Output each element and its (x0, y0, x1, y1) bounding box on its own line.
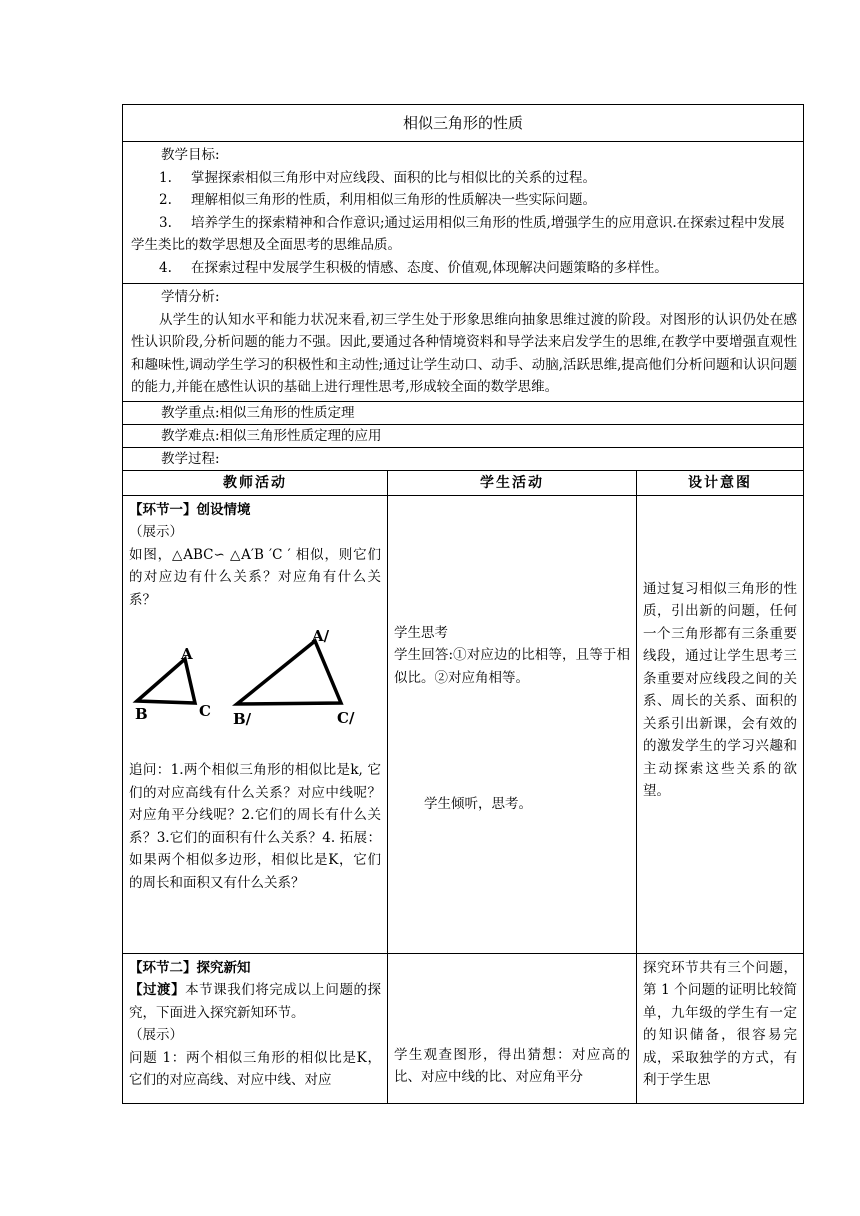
triangle-abc (137, 659, 195, 703)
section1-teacher (123, 495, 388, 953)
analysis-cell (123, 284, 804, 402)
goals-cell (123, 142, 804, 284)
analysis-heading: 学情分析: (161, 289, 220, 305)
goal-item: 4. 在探索过程中发展学生积极的情感、态度、价值观,体现解决问题策略的多样性。 (159, 259, 668, 276)
lesson-table (122, 104, 804, 1104)
section2-show: （展示） (129, 1027, 183, 1043)
label-b: B (135, 705, 148, 723)
column-header-teacher: 教师活动 (123, 470, 388, 495)
intent-text: 通过复习相似三角形的性质，引出新的问题，任何一个三角形都有三条重要线段，通过让学生思考三条重要对应线段之间的关系、周长的关系、面积的关系引出新课，会有效的的激发学生的学习兴趣和主动探索这些关系的欲望。 (643, 580, 798, 799)
column-header-intent: 设计意图 (637, 470, 804, 495)
goal-item: 2. 理解相似三角形的性质，利用相似三角形的性质解决一些实际问题。 (159, 192, 596, 208)
label-a-prime: A/ (312, 627, 330, 645)
difficulty: 教学难点:相似三角形性质定理的应用 (123, 424, 804, 447)
section2-student-text: 学生观查图形，得出猜想：对应高的比、对应中线的比、对应角平分 (394, 1046, 630, 1085)
goal-item: 3. 培养学生的探索精神和合作意识;通过运用相似三角形的性质,增强学生的应用意识.在探索过程中发展学生类比的数学思想及全面思考的思维品质。 (131, 214, 785, 253)
student-think: 学生思考 (394, 624, 448, 641)
section1-intent (637, 495, 804, 953)
section2-intent-text: 探究环节共有三个问题，第 1 个问题的证明比较简单，九年级的学生有一定的知识储备，很容易完成，采取独学的方式，有利于学生思 (643, 959, 798, 1088)
student-listen: 学生倾听，思考。 (424, 796, 532, 812)
section2-question: 问题 1：两个相似三角形的相似比是K，它们的对应高线、对应中线、对应 (129, 1049, 381, 1088)
column-header-student: 学生活动 (388, 470, 637, 495)
process-heading: 教学过程: (123, 447, 804, 470)
label-a: A (181, 645, 193, 663)
label-b-prime: B/ (233, 710, 252, 728)
section2-heading: 【环节二】探究新知 (129, 959, 251, 976)
triangle-a2b2c2 (237, 641, 341, 704)
similar-triangles-figure (129, 611, 381, 751)
section2-teacher (123, 953, 388, 1103)
section1-show: （展示） (129, 524, 183, 540)
lesson-plan (122, 104, 803, 1104)
key-point: 教学重点:相似三角形的性质定理 (123, 401, 804, 424)
label-c-prime: C/ (337, 709, 355, 727)
goals-heading: 教学目标: (161, 147, 220, 163)
section2-student (388, 953, 637, 1103)
section1-question: 如图，△ABC∽ △A′B ′C ′ 相似，则它们的对应边有什么关系？对应角有什么关系？ (129, 546, 381, 608)
analysis-text: 从学生的认知水平和能力状况来看,初三学生处于形象思维向抽象思维过渡的阶段。对图形的认识仍处在感性认识阶段,分析问题的能力不强。因此,要通过各种情境资料和导学法来启发学生的思维,在教学中要增强直观性和趣味性,调动学生学习的积极性和主动性;通过让学生动口、动手、动脑,活跃思维,提高他们分析问题和认识问题的能力,并能在感性认识的基础上进行理性思考,形成较全面的数学思维。 (131, 311, 798, 395)
goal-item: 1. 掌握探索相似三角形中对应线段、面积的比与相似比的关系的过程。 (159, 169, 596, 186)
label-c: C (199, 702, 211, 720)
section1-followup: 追问：1.两个相似三角形的相似比是k, 它们的对应高线有什么关系？对应中线呢？对应角平分线呢？2.它们的周长有什么关系？3.它们的面积有什么关系？4. 拓展：如果两个相似多边形，相似比是K，它们的周长和面积又有什么关系？ (129, 762, 381, 891)
student-answer: 学生回答:①对应边的比相等，且等于相似比。②对应角相等。 (394, 647, 630, 686)
page-title: 相似三角形的性质 (123, 105, 804, 142)
section1-student (388, 495, 637, 953)
section2-intent (637, 953, 804, 1103)
section2-transition: 【过渡】本节课我们将完成以上问题的探究，下面进入探究新知环节。 (129, 982, 382, 1021)
section1-heading: 【环节一】创设情境 (129, 501, 251, 518)
